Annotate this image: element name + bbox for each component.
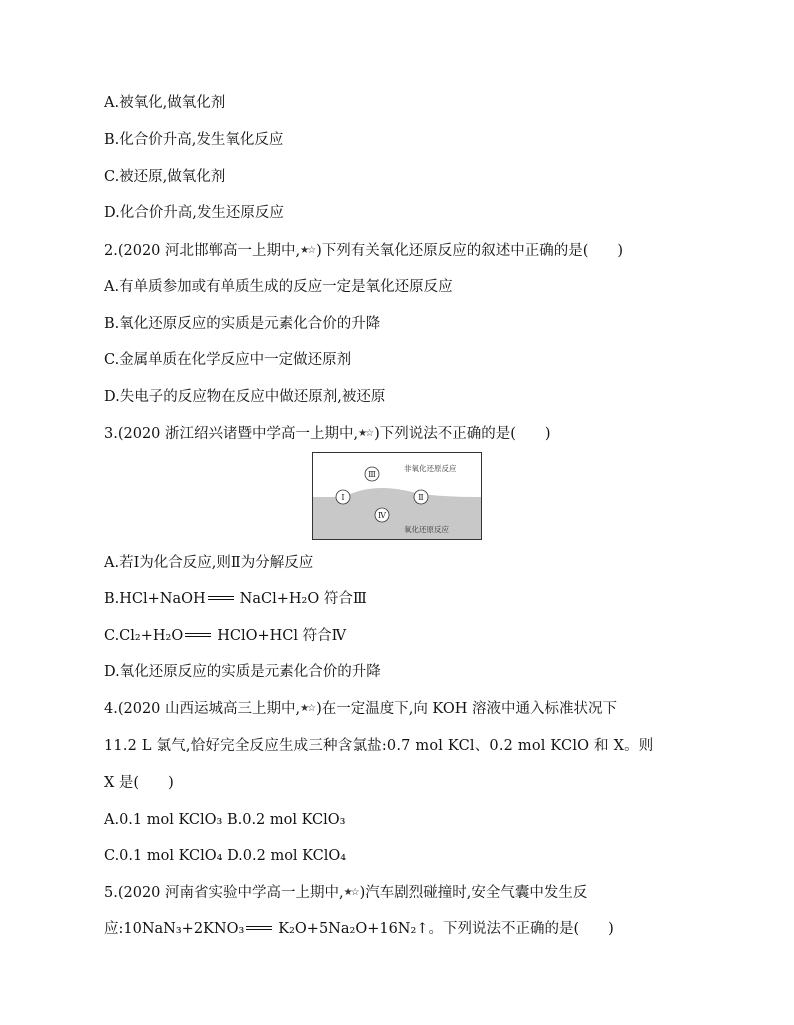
q1-option-d: D.化合价升高,发生还原反应 xyxy=(104,205,284,221)
q3-source: 3.(2020 浙江绍兴诸暨中学高一上期中, xyxy=(104,426,359,442)
q2-option-b: B.氧化还原反应的实质是元素化合价的升降 xyxy=(104,316,381,332)
numeral-iii: Ⅲ xyxy=(368,470,376,479)
redox-label: 氧化还原反应 xyxy=(404,525,449,534)
q4-stem-line3: X 是( ) xyxy=(104,775,174,791)
q3-option-b-products: NaCl+H₂O 符合Ⅲ xyxy=(239,591,367,607)
q2-option-c: C.金属单质在化学反应中一定做还原剂 xyxy=(104,352,352,368)
equals-sign-icon xyxy=(208,596,234,600)
q3-option-c-products: HClO+HCl 符合Ⅳ xyxy=(217,628,347,644)
q1-option-b: B.化合价升高,发生氧化反应 xyxy=(104,132,284,148)
difficulty-star-icon: ★☆ xyxy=(343,887,358,898)
equals-sign-icon xyxy=(185,633,211,637)
non-redox-label: 非氧化还原反应 xyxy=(404,464,457,473)
q2-question: )下列有关氧化还原反应的叙述中正确的是( ) xyxy=(316,243,624,259)
q2-source: 2.(2020 河北邯郸高一上期中, xyxy=(104,243,301,259)
q4-stem xyxy=(104,699,617,719)
q3-question: )下列说法不正确的是( ) xyxy=(374,426,551,442)
q3-stem xyxy=(104,424,551,444)
q4-options-cd: C.0.1 mol KClO₄ D.0.2 mol KClO₄ xyxy=(104,848,347,864)
q1-option-a: A.被氧化,做氧化剂 xyxy=(104,95,226,111)
q4-stem-line2: 11.2 L 氯气,恰好完全反应生成三种含氯盐:0.7 mol KCl、0.2 mol KClO 和 X。则 xyxy=(104,738,654,754)
q3-option-a: A.若Ⅰ为化合反应,则Ⅱ为分解反应 xyxy=(104,555,314,571)
q2-option-a: A.有单质参加或有单质生成的反应一定是氧化还原反应 xyxy=(104,279,453,295)
q3-option-c-reactants: C.Cl₂+H₂O xyxy=(104,628,184,644)
equals-sign-icon xyxy=(246,926,272,930)
q3-option-b xyxy=(104,589,367,609)
q5-products: K₂O+5Na₂O+16N₂↑。下列说法不正确的是( ) xyxy=(278,921,614,937)
q3-option-c xyxy=(104,626,346,646)
q5-equation-line xyxy=(104,919,614,939)
reaction-classification-diagram xyxy=(312,452,482,540)
q2-stem xyxy=(104,241,623,261)
difficulty-star-icon: ★☆ xyxy=(358,428,373,439)
q1-option-c: C.被还原,做氧化剂 xyxy=(104,169,226,185)
q5-stem xyxy=(104,883,587,903)
q5-question: )汽车剧烈碰撞时,安全气囊中发生反 xyxy=(359,885,588,901)
q4-question: )在一定温度下,向 KOH 溶液中通入标准状况下 xyxy=(316,701,618,717)
numeral-ii: Ⅱ xyxy=(418,493,424,502)
q3-option-d: D.氧化还原反应的实质是元素化合价的升降 xyxy=(104,664,381,680)
q5-source: 5.(2020 河南省实验中学高一上期中, xyxy=(104,885,344,901)
q4-options-ab: A.0.1 mol KClO₃ B.0.2 mol KClO₃ xyxy=(104,812,346,828)
q5-reactants: 应:10NaN₃+2KNO₃ xyxy=(104,921,245,937)
q3-option-b-reactants: B.HCl+NaOH xyxy=(104,591,206,607)
q2-option-d: D.失电子的反应物在反应中做还原剂,被还原 xyxy=(104,389,386,405)
q4-source: 4.(2020 山西运城高三上期中, xyxy=(104,701,301,717)
numeral-iv: Ⅳ xyxy=(378,511,386,520)
difficulty-star-icon: ★☆ xyxy=(300,703,315,714)
numeral-i: Ⅰ xyxy=(341,493,345,502)
difficulty-star-icon: ★☆ xyxy=(300,245,315,256)
